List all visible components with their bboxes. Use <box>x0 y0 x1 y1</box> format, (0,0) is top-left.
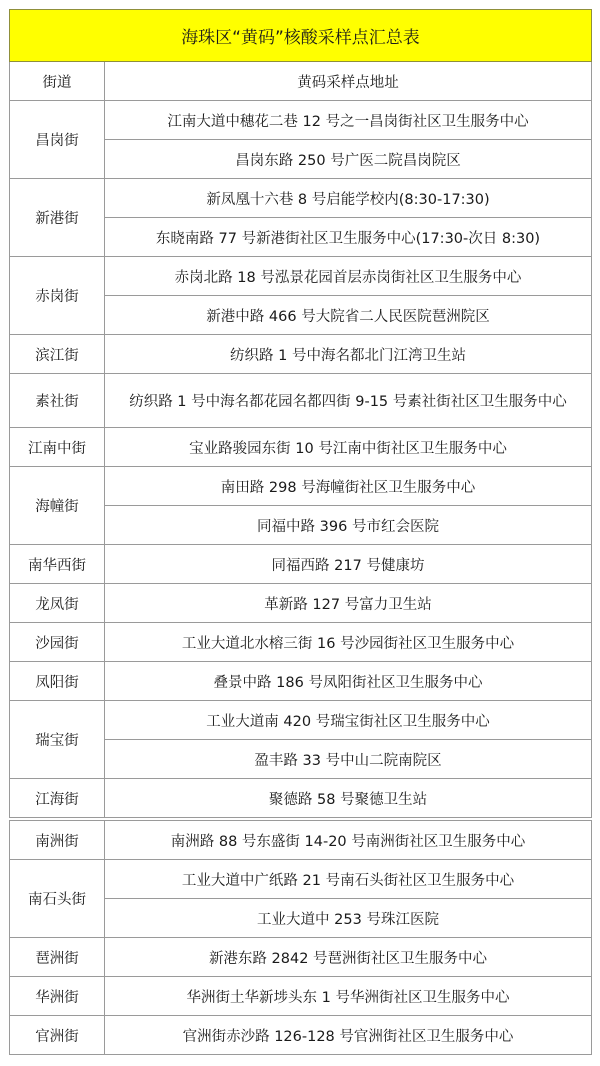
street-cell: 沙园街 <box>10 623 105 662</box>
street-cell: 瑞宝街 <box>10 701 105 779</box>
address-cell: 工业大道南 420 号瑞宝街社区卫生服务中心 <box>105 701 592 740</box>
table-row <box>10 779 592 818</box>
address-cell: 新港中路 466 号大院省二人民医院琶洲院区 <box>105 296 592 335</box>
address-cell: 新凤凰十六巷 8 号启能学校内(8:30-17:30) <box>105 179 592 218</box>
table-row <box>10 584 592 623</box>
street-cell: 素社街 <box>10 374 105 428</box>
table-row <box>10 860 592 899</box>
address-cell: 同福西路 217 号健康坊 <box>105 545 592 584</box>
address-cell: 工业大道中 253 号珠江医院 <box>105 899 592 938</box>
address-cell: 革新路 127 号富力卫生站 <box>105 584 592 623</box>
street-cell: 昌岗街 <box>10 101 105 179</box>
table-row <box>10 374 592 428</box>
address-cell: 南洲路 88 号东盛街 14-20 号南洲街社区卫生服务中心 <box>105 821 592 860</box>
street-cell: 南石头街 <box>10 860 105 938</box>
table-row <box>10 101 592 140</box>
title-row <box>10 10 592 62</box>
address-cell: 纺织路 1 号中海名都北门江湾卫生站 <box>105 335 592 374</box>
header-row <box>10 62 592 101</box>
table-row <box>10 623 592 662</box>
street-cell: 龙凤街 <box>10 584 105 623</box>
address-cell: 赤岗北路 18 号泓景花园首层赤岗街社区卫生服务中心 <box>105 257 592 296</box>
address-cell: 工业大道北水榕三街 16 号沙园街社区卫生服务中心 <box>105 623 592 662</box>
table-row <box>10 977 592 1016</box>
street-cell: 凤阳街 <box>10 662 105 701</box>
street-cell: 新港街 <box>10 179 105 257</box>
address-cell: 华洲街土华新埗头东 1 号华洲街社区卫生服务中心 <box>105 977 592 1016</box>
table-row <box>10 428 592 467</box>
table-row <box>10 335 592 374</box>
street-cell: 南华西街 <box>10 545 105 584</box>
sampling-sites-table-continued <box>9 820 592 1055</box>
table-row <box>10 701 592 740</box>
table-row <box>10 257 592 296</box>
address-cell: 昌岗东路 250 号广医二院昌岗院区 <box>105 140 592 179</box>
street-cell: 琶洲街 <box>10 938 105 977</box>
address-cell: 南田路 298 号海幢街社区卫生服务中心 <box>105 467 592 506</box>
table-row <box>10 467 592 506</box>
table-row <box>10 179 592 218</box>
address-cell: 聚德路 58 号聚德卫生站 <box>105 779 592 818</box>
address-cell: 宝业路骏园东街 10 号江南中街社区卫生服务中心 <box>105 428 592 467</box>
address-cell: 纺织路 1 号中海名都花园名都四街 9-15 号素社街社区卫生服务中心 <box>105 374 592 428</box>
table-row <box>10 545 592 584</box>
address-cell: 工业大道中广纸路 21 号南石头街社区卫生服务中心 <box>105 860 592 899</box>
table-title: 海珠区“黄码”核酸采样点汇总表 <box>10 10 592 62</box>
table-row <box>10 662 592 701</box>
address-cell: 盈丰路 33 号中山二院南院区 <box>105 740 592 779</box>
table-row <box>10 1016 592 1055</box>
column-header-street: 街道 <box>10 62 105 101</box>
street-cell: 滨江街 <box>10 335 105 374</box>
address-cell: 江南大道中穗花二巷 12 号之一昌岗街社区卫生服务中心 <box>105 101 592 140</box>
street-cell: 华洲街 <box>10 977 105 1016</box>
street-cell: 江海街 <box>10 779 105 818</box>
street-cell: 官洲街 <box>10 1016 105 1055</box>
street-cell: 海幢街 <box>10 467 105 545</box>
sampling-sites-table <box>9 9 592 818</box>
street-cell: 赤岗街 <box>10 257 105 335</box>
street-cell: 江南中街 <box>10 428 105 467</box>
address-cell: 东晓南路 77 号新港街社区卫生服务中心(17:30-次日 8:30) <box>105 218 592 257</box>
address-cell: 叠景中路 186 号凤阳街社区卫生服务中心 <box>105 662 592 701</box>
street-cell: 南洲街 <box>10 821 105 860</box>
column-header-address: 黄码采样点地址 <box>105 62 592 101</box>
table-row <box>10 938 592 977</box>
table-row <box>10 821 592 860</box>
address-cell: 官洲街赤沙路 126-128 号官洲街社区卫生服务中心 <box>105 1016 592 1055</box>
address-cell: 同福中路 396 号市红会医院 <box>105 506 592 545</box>
address-cell: 新港东路 2842 号琶洲街社区卫生服务中心 <box>105 938 592 977</box>
